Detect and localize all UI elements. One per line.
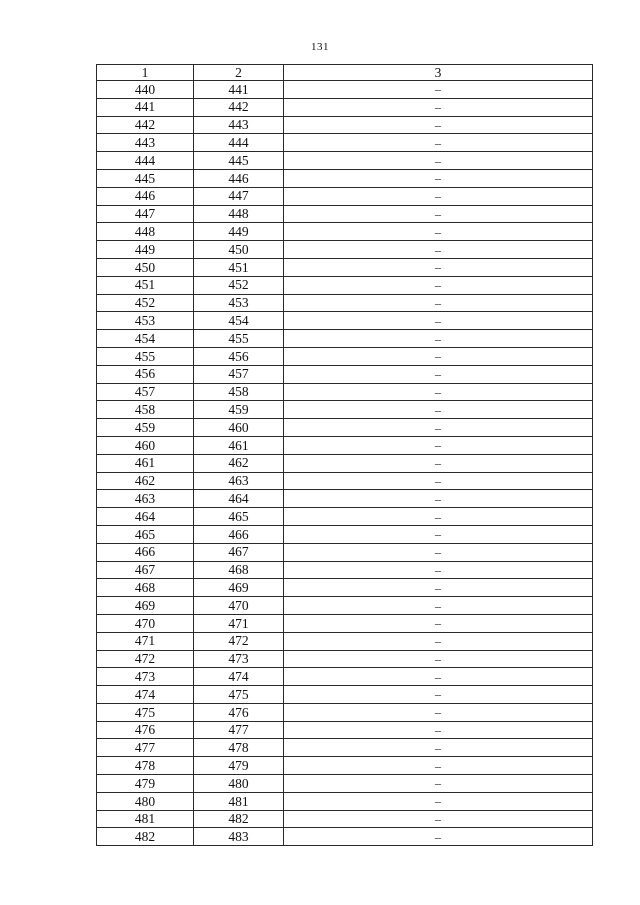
column-1-cell: 457 [97,383,194,401]
column-2-cell: 447 [194,187,284,205]
table-row [97,525,593,543]
table-row [97,187,593,205]
column-1-cell: 444 [97,152,194,170]
column-2-cell: 472 [194,632,284,650]
column-3-cell: – [284,276,593,294]
column-3-cell: – [284,614,593,632]
column-2-cell: 474 [194,668,284,686]
table-row [97,792,593,810]
table-row [97,775,593,793]
column-2-cell: 475 [194,686,284,704]
table-row [97,383,593,401]
column-2-cell: 478 [194,739,284,757]
column-2-cell: 461 [194,436,284,454]
column-1-cell: 449 [97,241,194,259]
column-2-cell: 443 [194,116,284,134]
column-2-cell: 466 [194,525,284,543]
column-3-cell: – [284,668,593,686]
column-2-cell: 442 [194,98,284,116]
column-1-cell: 442 [97,116,194,134]
column-2-cell: 448 [194,205,284,223]
column-1-cell: 451 [97,276,194,294]
table-header [97,65,593,81]
table-row [97,330,593,348]
column-2-cell: 480 [194,775,284,793]
column-2-cell: 446 [194,169,284,187]
table-row [97,721,593,739]
column-1-cell: 476 [97,721,194,739]
table-row [97,241,593,259]
table-row [97,116,593,134]
table-row [97,98,593,116]
column-2-cell: 471 [194,614,284,632]
column-2-cell: 454 [194,312,284,330]
column-1-cell: 469 [97,597,194,615]
column-2-cell: 469 [194,579,284,597]
column-1-cell: 460 [97,436,194,454]
table-row [97,757,593,775]
table-row [97,739,593,757]
column-3-cell: – [284,508,593,526]
table-row [97,276,593,294]
column-2-cell: 462 [194,454,284,472]
column-3-cell: – [284,116,593,134]
table-row [97,703,593,721]
table-row [97,650,593,668]
column-1-cell: 454 [97,330,194,348]
column-2-cell: 444 [194,134,284,152]
column-1-cell: 459 [97,419,194,437]
table-row [97,543,593,561]
column-1-cell: 478 [97,757,194,775]
column-2-cell: 482 [194,810,284,828]
column-1-cell: 464 [97,508,194,526]
column-1-cell: 474 [97,686,194,704]
column-3-cell: – [284,472,593,490]
column-1-cell: 481 [97,810,194,828]
table-row [97,668,593,686]
column-3-cell: – [284,436,593,454]
column-1-cell: 462 [97,472,194,490]
column-1-cell: 456 [97,365,194,383]
table-row [97,579,593,597]
column-2-cell: 483 [194,828,284,846]
table-row [97,454,593,472]
column-1-cell: 467 [97,561,194,579]
column-2-cell: 476 [194,703,284,721]
column-1-cell: 453 [97,312,194,330]
column-1-cell: 465 [97,525,194,543]
column-2-cell: 450 [194,241,284,259]
column-2-cell: 468 [194,561,284,579]
column-2-cell: 463 [194,472,284,490]
column-3-cell: – [284,739,593,757]
column-1-cell: 446 [97,187,194,205]
column-2-cell: 459 [194,401,284,419]
column-1-cell: 470 [97,614,194,632]
column-1-cell: 471 [97,632,194,650]
column-1-cell: 477 [97,739,194,757]
table-row [97,169,593,187]
column-2-cell: 449 [194,223,284,241]
table-row [97,312,593,330]
table-row [97,152,593,170]
column-3-cell: – [284,775,593,793]
column-2-cell: 460 [194,419,284,437]
column-1-cell: 463 [97,490,194,508]
column-2-cell: 467 [194,543,284,561]
column-2-cell: 456 [194,347,284,365]
column-3-cell: – [284,81,593,99]
column-1-cell: 455 [97,347,194,365]
column-3-cell: – [284,169,593,187]
table-body [97,81,593,846]
column-2-cell: 473 [194,650,284,668]
column-1-cell: 450 [97,258,194,276]
table-row [97,294,593,312]
column-3-cell: – [284,330,593,348]
table-row [97,419,593,437]
column-2-cell: 457 [194,365,284,383]
column-1-cell: 447 [97,205,194,223]
table-row [97,258,593,276]
column-3-cell: – [284,401,593,419]
column-1-cell: 475 [97,703,194,721]
column-3-cell: – [284,258,593,276]
column-3-cell: – [284,241,593,259]
column-2-cell: 458 [194,383,284,401]
column-header-3: 3 [284,65,593,81]
table-row [97,134,593,152]
column-3-cell: – [284,490,593,508]
column-3-cell: – [284,294,593,312]
column-3-cell: – [284,383,593,401]
column-1-cell: 440 [97,81,194,99]
column-2-cell: 477 [194,721,284,739]
column-1-cell: 458 [97,401,194,419]
column-2-cell: 464 [194,490,284,508]
column-3-cell: – [284,134,593,152]
column-1-cell: 445 [97,169,194,187]
column-1-cell: 482 [97,828,194,846]
column-3-cell: – [284,205,593,223]
column-3-cell: – [284,757,593,775]
table-row [97,205,593,223]
table-row [97,81,593,99]
page-number: 131 [311,41,329,53]
table-row [97,632,593,650]
table-row [97,490,593,508]
header-row [97,65,593,81]
column-3-cell: – [284,152,593,170]
table-row [97,223,593,241]
column-1-cell: 441 [97,98,194,116]
column-3-cell: – [284,312,593,330]
table-row [97,436,593,454]
column-1-cell: 461 [97,454,194,472]
table-row [97,686,593,704]
column-header-2: 2 [194,65,284,81]
column-1-cell: 468 [97,579,194,597]
column-1-cell: 448 [97,223,194,241]
column-1-cell: 443 [97,134,194,152]
column-3-cell: – [284,579,593,597]
column-3-cell: – [284,561,593,579]
column-2-cell: 445 [194,152,284,170]
column-2-cell: 452 [194,276,284,294]
column-1-cell: 480 [97,792,194,810]
column-3-cell: – [284,419,593,437]
table-row [97,828,593,846]
data-table [96,64,593,846]
column-2-cell: 470 [194,597,284,615]
table-row [97,597,593,615]
column-3-cell: – [284,828,593,846]
column-1-cell: 452 [97,294,194,312]
column-3-cell: – [284,187,593,205]
column-2-cell: 481 [194,792,284,810]
table-row [97,810,593,828]
column-3-cell: – [284,365,593,383]
column-3-cell: – [284,721,593,739]
column-1-cell: 479 [97,775,194,793]
column-1-cell: 466 [97,543,194,561]
column-3-cell: – [284,792,593,810]
table-row [97,401,593,419]
column-2-cell: 441 [194,81,284,99]
column-3-cell: – [284,632,593,650]
column-1-cell: 473 [97,668,194,686]
column-2-cell: 453 [194,294,284,312]
table-row [97,561,593,579]
column-3-cell: – [284,98,593,116]
table-row [97,472,593,490]
column-1-cell: 472 [97,650,194,668]
table-row [97,614,593,632]
column-3-cell: – [284,347,593,365]
column-3-cell: – [284,650,593,668]
column-3-cell: – [284,543,593,561]
column-3-cell: – [284,686,593,704]
table-row [97,347,593,365]
column-2-cell: 451 [194,258,284,276]
column-3-cell: – [284,454,593,472]
column-3-cell: – [284,525,593,543]
column-2-cell: 465 [194,508,284,526]
column-3-cell: – [284,597,593,615]
table-row [97,508,593,526]
column-2-cell: 479 [194,757,284,775]
column-header-1: 1 [97,65,194,81]
column-2-cell: 455 [194,330,284,348]
column-3-cell: – [284,810,593,828]
column-3-cell: – [284,703,593,721]
column-3-cell: – [284,223,593,241]
table-row [97,365,593,383]
